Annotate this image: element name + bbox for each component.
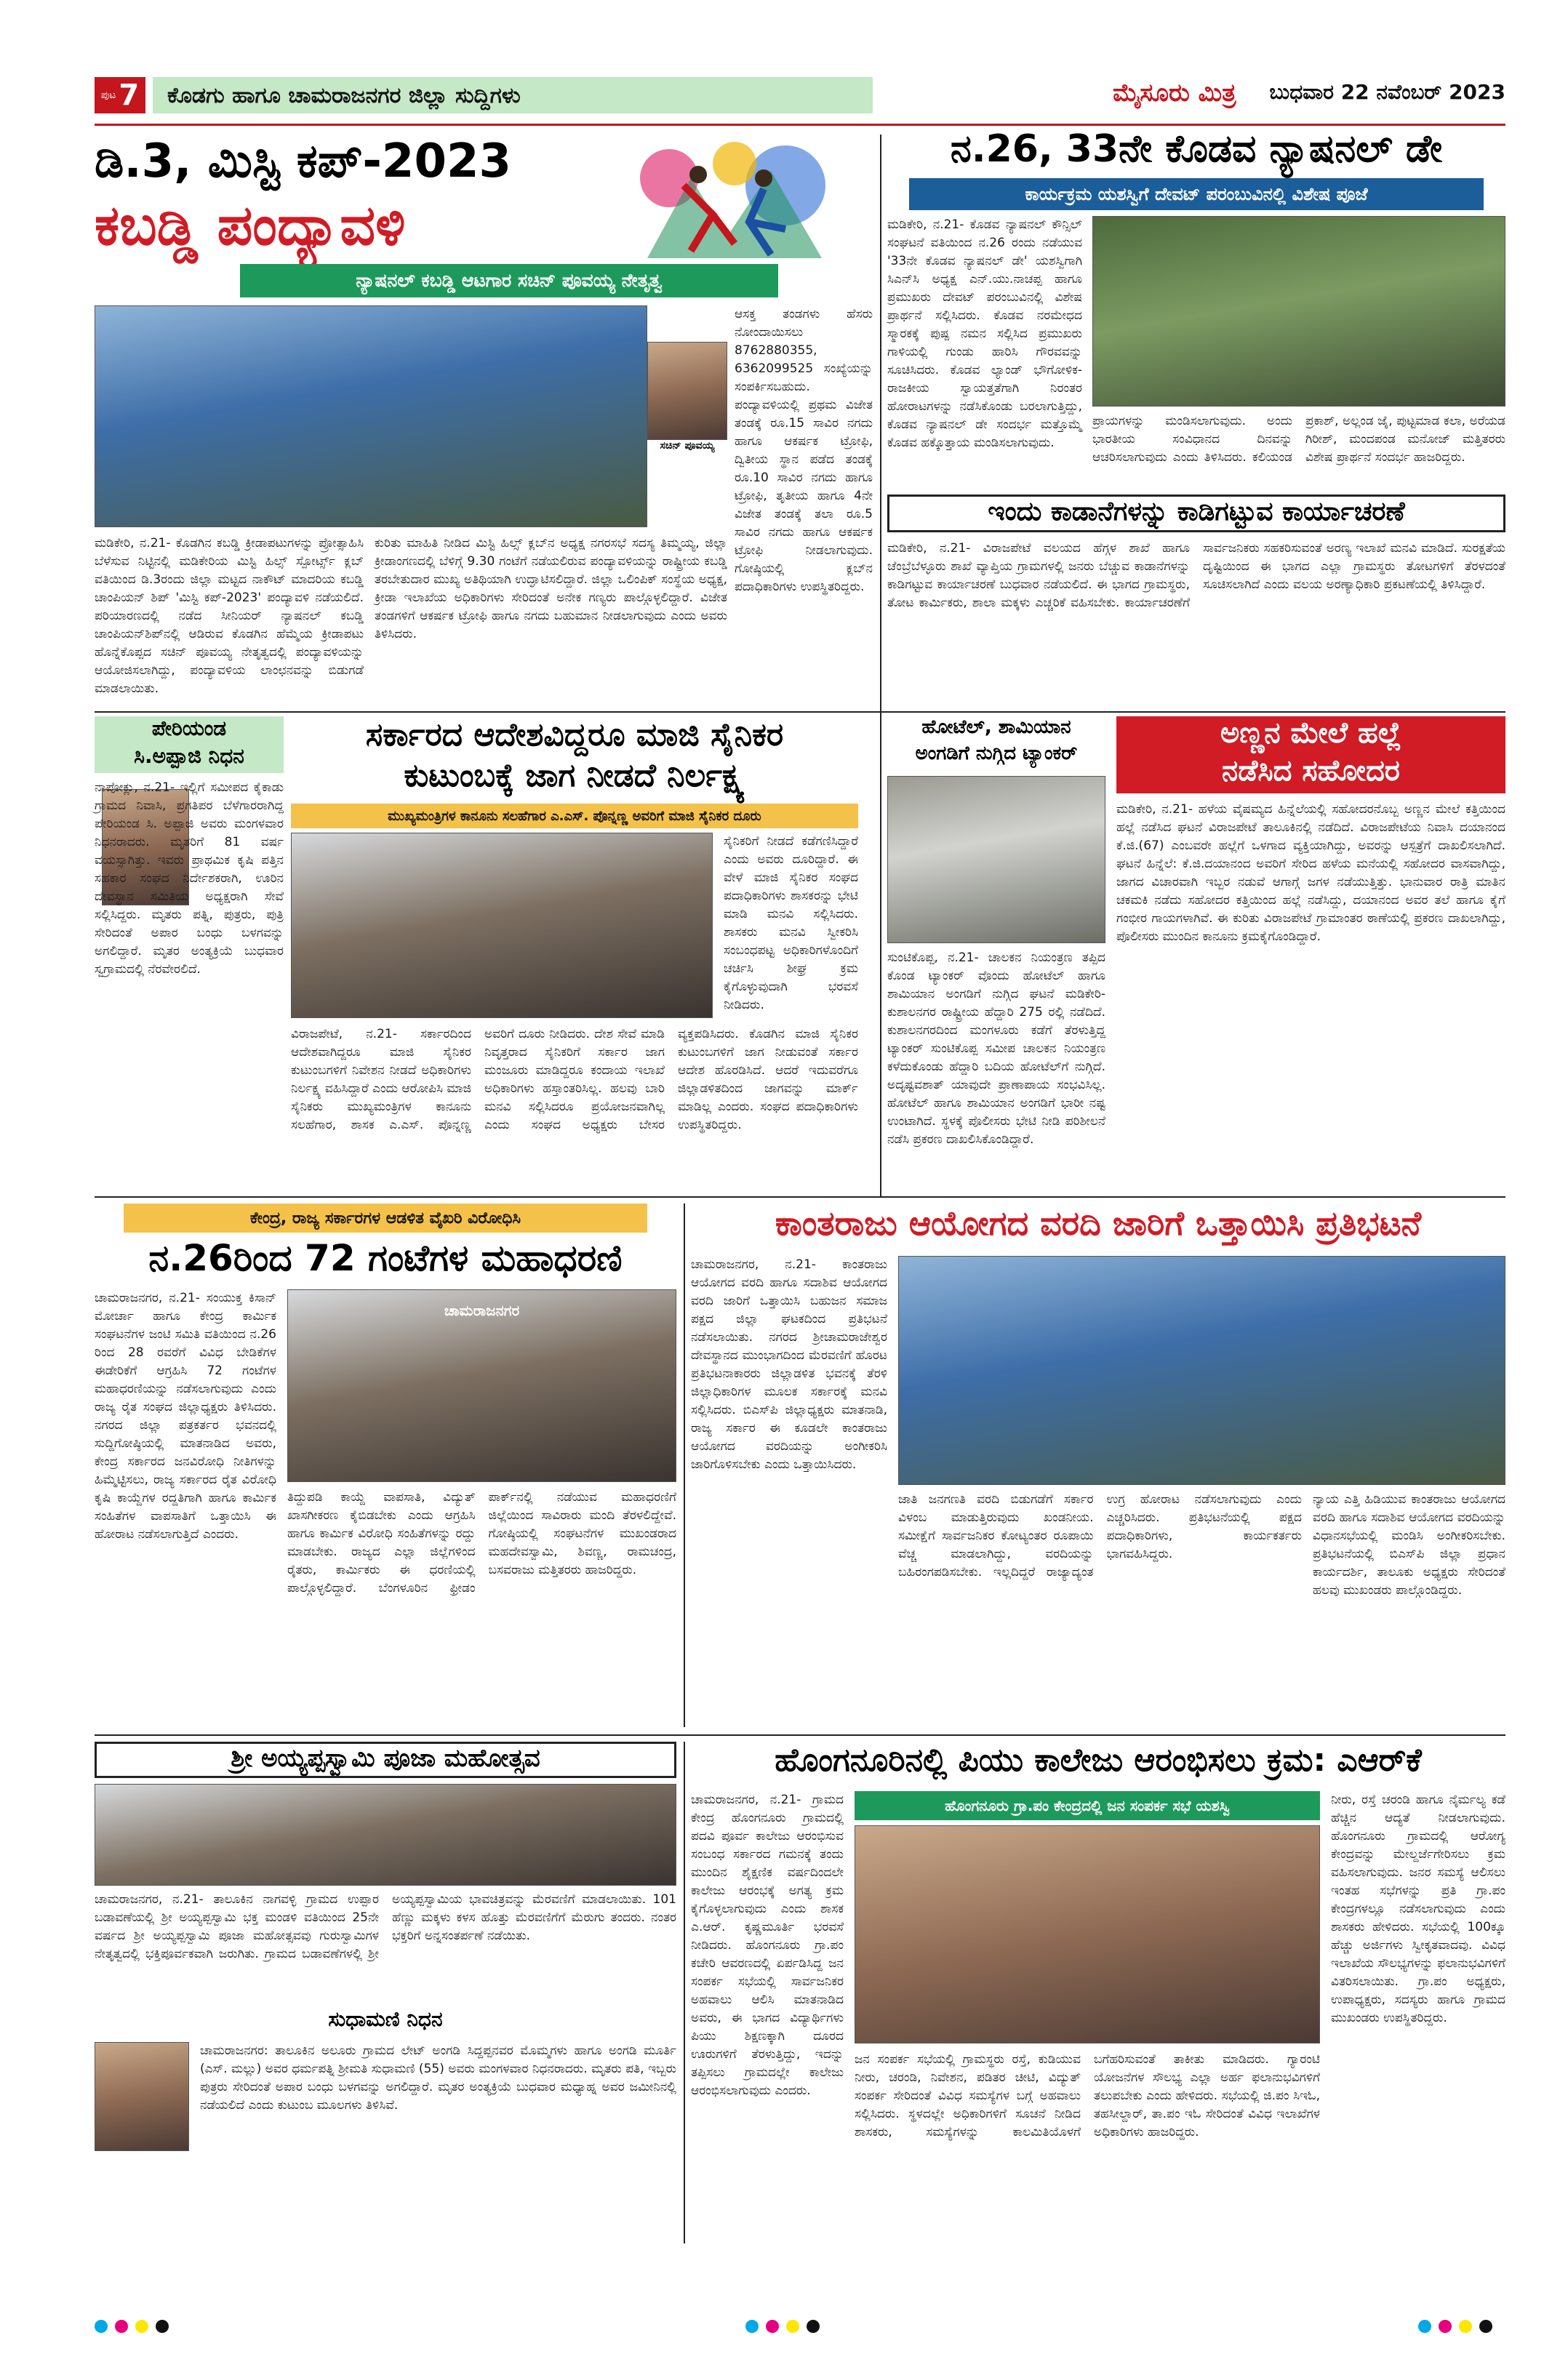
cmyk-dot-cyan-left — [95, 2320, 108, 2333]
col-divider-bottom — [684, 1742, 685, 2243]
page-number: 7 — [119, 79, 140, 112]
page-label: ಪುಟ — [100, 89, 116, 101]
college-body-top: ಚಾಮರಾಜನಗರ, ನ.21- ಗ್ರಾಮದ ಕೇಂದ್ರ ಹೊಂಗನೂರು ಗ್ರಾಮದಲ್ಲಿ ಪದವಿ ಪೂರ್ವ ಕಾಲೇಜು ಆರಂಭಿಸುವ ಸಂಬಂಧ ಸರ್ಕಾರದ ಗಮನಕ್ಕೆ ತಂದು ಮುಂದಿನ ಶೈಕ್ಷಣಿಕ ವರ್ಷದಿಂದಲೇ ಕಾಲೇಜು ಆರಂಭಕ್ಕೆ ಅಗತ್ಯ ಕ್ರಮ ಕೈಗೊಳ್ಳಲಾಗುವುದು ಎಂದು ಶಾಸಕ ಎ.ಆರ್. ಕೃಷ್ಣಮೂರ್ತಿ ಭರವಸೆ ನೀಡಿದರು. ಹೊಂಗನೂರು ಗ್ರಾ.ಪಂ ಕಚೇರಿ ಆವರಣದಲ್ಲಿ ಏರ್ಪಡಿಸಿದ್ದ ಜನ ಸಂಪರ್ಕ ಸಭೆಯಲ್ಲಿ ಸಾರ್ವಜನಿಕರ ಅಹವಾಲು ಆಲಿಸಿ ಮಾತನಾಡಿದ ಅವರು, ಈ ಭಾಗದ ವಿದ್ಯಾರ್ಥಿಗಳು ಪಿಯು ಶಿಕ್ಷಣಕ್ಕಾಗಿ ದೂರದ ಊರುಗಳಿಗೆ ತೆರಳುತ್ತಿದ್ದು, ಇದನ್ನು ತಪ್ಪಿಸಲು ಗ್ರಾಮದಲ್ಲೇ ಕಾಲೇಜು ಆರಂಭಿಸಲಾಗುವುದು ಎಂದರು. — [691, 1793, 844, 2098]
ayyappa-headline: ಶ್ರೀ ಅಯ್ಯಪ್ಪಸ್ವಾಮಿ ಪೂಜಾ ಮಹೋತ್ಸವ — [95, 1742, 676, 1778]
kodava-headline: ನ.26, 33ನೇ ಕೊಡವ ನ್ಯಾಷನಲ್ ಡೇ — [950, 127, 1443, 171]
soldier-body-side: ಸೈನಿಕರಿಗೆ ನೀಡದೆ ಕಡೆಗಣಿಸಿದ್ದಾರೆ ಎಂದು ಅವರು ದೂರಿದ್ದಾರೆ. ಈ ವೇಳೆ ಮಾಜಿ ಸೈನಿಕರ ಸಂಘದ ಪದಾಧಿಕಾರಿಗಳು ಶಾಸಕರನ್ನು ಭೇಟಿ ಮಾಡಿ ಮನವಿ ಸಲ್ಲಿಸಿದರು. ಶಾಸಕರು ಮನವಿ ಸ್ವೀಕರಿಸಿ ಸಂಬಂಧಪಟ್ಟ ಅಧಿಕಾರಿಗಳೊಂದಿಗೆ ಚರ್ಚಿಸಿ ಶೀಘ್ರ ಕ್ರಮ ಕೈಗೊಳ್ಳುವುದಾಗಿ ಭರವಸೆ ನೀಡಿದರು. — [724, 834, 858, 1012]
sudhamani-headline: ಸುಧಾಮಣಿ ನಿಧನ — [328, 2007, 443, 2031]
kantharaj-body-mid: ಜಾತಿ ಜನಗಣತಿ ವರದಿ ಬಿಡುಗಡೆಗೆ ಸರ್ಕಾರ ವಿಳಂಬ ಮಾಡುತ್ತಿರುವುದು ಖಂಡನೀಯ. ಸಮೀಕ್ಷೆಗೆ ಸಾರ್ವಜನಿಕರ ಕೋಟ್ಯಂತರ ರೂಪಾಯಿ ವೆಚ್ಚ ಮಾಡಲಾಗಿದ್ದು, ವರದಿಯನ್ನು ಬಹಿರಂಗಪಡಿಸಬೇಕು. ಇಲ್ಲದಿದ್ದರೆ ರಾಜ್ಯಾದ್ಯಂತ ಉಗ್ರ ಹೋರಾಟ ನಡೆಸಲಾಗುವುದು ಎಂದು ಎಚ್ಚರಿಸಿದರು. ಪ್ರತಿಭಟನೆಯಲ್ಲಿ ಪಕ್ಷದ ಪದಾಧಿಕಾರಿಗಳು, ಕಾರ್ಯಕರ್ತರು ಭಾಗವಹಿಸಿದ್ದರು. — [898, 1492, 1302, 1580]
cmyk-dot-black-left — [156, 2320, 169, 2333]
kabaddi-body-left: ಮಡಿಕೇರಿ, ನ.21- ಕೊಡಗಿನ ಕಬಡ್ಡಿ ಕ್ರೀಡಾಪಟುಗಳನ್ನು ಪ್ರೋತ್ಸಾಹಿಸಿ ಬೆಳೆಸುವ ನಿಟ್ಟಿನಲ್ಲಿ ಮಡಿಕೇರಿಯ ಮಿಸ್ಟಿ ಹಿಲ್ಸ್ ಸ್ಪೋರ್ಟ್ಸ್ ಕ್ಲಬ್ ವತಿಯಿಂದ ಡಿ.3ರಂದು ಜಿಲ್ಲಾ ಮಟ್ಟದ ನಾಕೌಟ್ ಮಾದರಿಯ ಕಬಡ್ಡಿ ಚಾಂಪಿಯನ್ ಶಿಪ್ 'ಮಿಸ್ಟಿ ಕಪ್-2023' ಪಂದ್ಯಾವಳಿ ನಡೆಯಲಿದೆ. ಪರಿಯಾರಣದಲ್ಲಿ ನಡೆದ ಸೀನಿಯರ್ ನ್ಯಾಷನಲ್ ಕಬಡ್ಡಿ ಚಾಂಪಿಯನ್‌ಶಿಪ್‌ನಲ್ಲಿ ಆಡಿರುವ ಕೊಡಗಿನ ಹೆಮ್ಮೆಯ ಕ್ರೀಡಾಪಟು ಹೊನ್ನೆಕೊಪ್ಪದ ಸಚಿನ್ ಪೂವಯ್ಯ ನೇತೃತ್ವದಲ್ಲಿ ಪಂದ್ಯಾವಳಿಯನ್ನು ಆಯೋಜಿಸಲಾಗಿದ್ದು, ಪಂದ್ಯಾವಳಿಯ ಲಾಂಛನವನ್ನು ಬಿಡುಗಡೆ ಮಾಡಲಾಯಿತು. — [95, 536, 364, 696]
obituary-appaji — [95, 716, 284, 1189]
tanker-headline-1: ಹೋಟೆಲ್, ಶಾಮಿಯಾನ — [921, 716, 1071, 738]
hrule-1 — [95, 711, 1505, 713]
strike-banner-text: ಚಾಮರಾಜನಗರ — [444, 1302, 520, 1319]
cmyk-dot-yellow-right — [1459, 2320, 1472, 2333]
strike-press-photo — [287, 1289, 676, 1482]
soldier-headline-2: ಕುಟುಂಬಕ್ಕೆ ಜಾಗ ನೀಡದೆ ನಿರ್ಲಕ್ಷ್ಯ — [404, 757, 745, 794]
ayyappa-story — [95, 1742, 676, 2003]
section-title: ಕೊಡಗು ಹಾಗೂ ಚಾಮರಾಜನಗರ ಜಿಲ್ಲಾ ಸುದ್ದಿಗಳು — [153, 77, 873, 113]
cmyk-dot-black-right — [1479, 2320, 1492, 2333]
cmyk-dot-black-mid — [807, 2320, 820, 2333]
elephant-headline: ಇಂದು ಕಾಡಾನೆಗಳನ್ನು ಕಾಡಿಗಟ್ಟುವ ಕಾರ್ಯಾಚರಣೆ — [887, 495, 1505, 532]
kantharaj-story — [691, 1204, 1505, 1727]
kabaddi-headline-2: ಕಬಡ್ಡಿ ಪಂದ್ಯಾವಳಿ — [95, 193, 406, 257]
cmyk-dot-yellow-left — [135, 2320, 148, 2333]
ayyappa-body: ಚಾಮರಾಜನಗರ, ನ.21- ತಾಲೂಕಿನ ನಾಗವಳ್ಳಿ ಗ್ರಾಮದ ಉಪ್ಪಾರ ಬಡಾವಣೆಯಲ್ಲಿ ಶ್ರೀ ಅಯ್ಯಪ್ಪಸ್ವಾಮಿ ಭಕ್ತ ಮಂಡಳಿ ವತಿಯಿಂದ 25ನೇ ವರ್ಷದ ಶ್ರೀ ಅಯ್ಯಪ್ಪಸ್ವಾಮಿ ಪೂಜಾ ಮಹೋತ್ಸವವು ಗುರುಸ್ವಾಮಿಗಳ ನೇತೃತ್ವದಲ್ಲಿ ಭಕ್ತಿಪೂರ್ವಕವಾಗಿ ಜರುಗಿತು. ಗ್ರಾಮದ ಬಡಾವಣೆಗಳಲ್ಲಿ ಶ್ರೀ ಅಯ್ಯಪ್ಪಸ್ವಾಮಿಯ ಭಾವಚಿತ್ರವನ್ನು ಮೆರವಣಿಗೆ ಮಾಡಲಾಯಿತು. 101 ಹೆಣ್ಣು ಮಕ್ಕಳು ಕಳಸ ಹೊತ್ತು ಮೆರವಣಿಗೆಗೆ ಮೆರುಗು ತಂದರು. ನಂತರ ಭಕ್ತರಿಗೆ ಅನ್ನಸಂತರ್ಪಣೆ ನಡೆಯಿತು. — [95, 1892, 676, 1961]
assault-headline-2: ನಡೆಸಿದ ಸಹೋದರ — [1116, 754, 1505, 793]
assault-body: ಮಡಿಕೇರಿ, ನ.21- ಹಳೆಯ ವೈಷಮ್ಯದ ಹಿನ್ನೆಲೆಯಲ್ಲಿ ಸಹೋದರನೊಬ್ಬ ಅಣ್ಣನ ಮೇಲೆ ಕತ್ತಿಯಿಂದ ಹಲ್ಲೆ ನಡೆಸಿದ ಘಟನೆ ವಿರಾಜಪೇಟೆ ತಾಲೂಕಿನಲ್ಲಿ ನಡೆದಿದೆ. ವಿರಾಜಪೇಟೆಯ ನಿವಾಸಿ ದಯಾನಂದ ಕೆ.ಜಿ.(67) ಎಂಬವರೇ ಹಲ್ಲೆಗೆ ಒಳಗಾದ ವ್ಯಕ್ತಿಯಾಗಿದ್ದು, ಅವರನ್ನು ಆಸ್ಪತ್ರೆಗೆ ದಾಖಲಿಸಲಾಗಿದೆ. ಘಟನೆ ಹಿನ್ನೆಲೆ: ಕೆ.ಜಿ.ದಯಾನಂದ ಅವರಿಗೆ ಸೇರಿದ ಹಳೆಯ ಮನೆಯಲ್ಲಿ ಸಹೋದರ ವಾಸವಾಗಿದ್ದು, ಜಾಗದ ವಿಚಾರವಾಗಿ ಇಬ್ಬರ ನಡುವೆ ಆಗಾಗ್ಗೆ ಜಗಳ ನಡೆಯುತ್ತಿತ್ತು. ಭಾನುವಾರ ರಾತ್ರಿ ಮಾತಿನ ಚಕಮಕಿ ನಡೆದು ಸಹೋದರ ಕತ್ತಿಯಿಂದ ಹಲ್ಲೆ ನಡೆಸಿದ್ದು, ದಯಾನಂದ ಅವರ ತಲೆ ಹಾಗೂ ಕೈಗೆ ಗಂಭೀರ ಗಾಯಗಳಾಗಿವೆ. ಈ ಕುರಿತು ವಿರಾಜಪೇಟೆ ಗ್ರಾಮಾಂತರ ಠಾಣೆಯಲ್ಲಿ ಪ್ರಕರಣ ದಾಖಲಾಗಿದ್ದು, ಪೊಲೀಸರು ಮುಂದಿನ ಕಾನೂನು ಕ್ರಮಕೈಗೊಂಡಿದ್ದಾರೆ. — [1116, 802, 1505, 944]
kodava-prayer-photo — [1092, 216, 1505, 407]
appaji-body: ನಾಪೋಕ್ಲು, ನ.21- ಇಲ್ಲಿಗೆ ಸಮೀಪದ ಕೈಕಾಡು ಗ್ರಾಮದ ನಿವಾಸಿ, ಪ್ರಗತಿಪರ ಬೆಳೆಗಾರರಾಗಿದ್ದ ಪೇರಿಯಂಡ ಸಿ. ಅಪ್ಪಾಜಿ ಅವರು ಮಂಗಳವಾರ ನಿಧನರಾದರು. ಮೃತರಿಗೆ 81 ವರ್ಷ ವಯಸ್ಸಾಗಿತ್ತು. ಇವರು ಪ್ರಾಥಮಿಕ ಕೃಷಿ ಪತ್ತಿನ ಸಹಕಾರ ಸಂಘದ ನಿರ್ದೇಶಕರಾಗಿ, ಊರಿನ ದೇವಸ್ಥಾನ ಸಮಿತಿಯ ಅಧ್ಯಕ್ಷರಾಗಿ ಸೇವೆ ಸಲ್ಲಿಸಿದ್ದರು. ಮೃತರು ಪತ್ನಿ, ಪುತ್ರರು, ಪುತ್ರಿ ಸೇರಿದಂತೆ ಅಪಾರ ಬಂಧು ಬಳಗವನ್ನು ಅಗಲಿದ್ದಾರೆ. ಮೃತರ ಅಂತ್ಯಕ್ರಿಯೆ ಬುಧವಾರ ಸ್ವಗ್ರಾಮದಲ್ಲಿ ನೆರವೇರಲಿದೆ. — [95, 780, 284, 977]
kantharaj-headline: ಕಾಂತರಾಜು ಆಯೋಗದ ವರದಿ ಜಾರಿಗೆ ಒತ್ತಾಯಿಸಿ ಪ್ರತಿಭಟನೆ — [775, 1204, 1422, 1243]
kantharaj-protest-photo — [898, 1256, 1505, 1485]
page-number-box — [95, 77, 145, 113]
hrule-3 — [95, 1734, 1505, 1736]
kabaddi-players-illustration — [604, 135, 873, 265]
kodava-subhead: ಕಾರ್ಯಕ್ರಮ ಯಶಸ್ವಿಗೆ ದೇವಟ್ ಪರಂಬುವಿನಲ್ಲಿ ವಿಶೇಷ ಪೂಜೆ — [909, 178, 1484, 210]
kabaddi-body-mid: ಕುರಿತು ಮಾಹಿತಿ ನೀಡಿದ ಮಿಸ್ಟಿ ಹಿಲ್ಸ್ ಕ್ಲಬ್‌ನ ಅಧ್ಯಕ್ಷ ನಗರಸಭೆ ಸದಸ್ಯ ತಿಮ್ಮಯ್ಯ, ಜಿಲ್ಲಾ ಕ್ರೀಡಾಂಗಣದಲ್ಲಿ ಬೆಳಿಗ್ಗೆ 9.30 ಗಂಟೆಗೆ ನಡೆಯಲಿರುವ ಪಂದ್ಯಾವಳಿಯನ್ನು ರಾಷ್ಟ್ರೀಯ ಕಬಡ್ಡಿ ತರಬೇತುದಾರ ಮುಖ್ಯ ಅತಿಥಿಯಾಗಿ ಉದ್ಘಾಟಿಸಲಿದ್ದಾರೆ. ಜಿಲ್ಲಾ ಒಲಿಂಪಿಕ್ ಸಂಸ್ಥೆಯ ಅಧ್ಯಕ್ಷ, ಕ್ರೀಡಾ ಇಲಾಖೆಯ ಅಧಿಕಾರಿಗಳು ಸೇರಿದಂತೆ ಅನೇಕ ಗಣ್ಯರು ಪಾಲ್ಗೊಳ್ಳಲಿದ್ದಾರೆ. ವಿಜೇತ ತಂಡಗಳಿಗೆ ಆಕರ್ಷಕ ಟ್ರೋಫಿ ಹಾಗೂ ನಗದು ಬಹುಮಾನ ನೀಡಲಾಗುವುದು ಎಂದು ಅವರು ತಿಳಿಸಿದರು. — [375, 536, 727, 641]
sachin-poovaiah-photo — [647, 342, 727, 440]
kantharaj-body-left: ಚಾಮರಾಜನಗರ, ನ.21- ಕಾಂತರಾಜು ಆಯೋಗದ ವರದಿ ಹಾಗೂ ಸದಾಶಿವ ಆಯೋಗದ ವರದಿ ಜಾರಿಗೆ ಒತ್ತಾಯಿಸಿ ಬಹುಜನ ಸಮಾಜ ಪಕ್ಷದ ಜಿಲ್ಲಾ ಘಟಕದಿಂದ ಪ್ರತಿಭಟನೆ ನಡೆಸಲಾಯಿತು. ನಗರದ ಶ್ರೀಚಾಮರಾಜೇಶ್ವರ ದೇವಸ್ಥಾನದ ಮುಂಭಾಗದಿಂದ ಮೆರವಣಿಗೆ ಹೊರಟ ಪ್ರತಿಭಟನಾಕಾರರು ಜಿಲ್ಲಾಡಳಿತ ಭವನಕ್ಕೆ ತೆರಳಿ ಜಿಲ್ಲಾಧಿಕಾರಿಗಳ ಮೂಲಕ ಸರ್ಕಾರಕ್ಕೆ ಮನವಿ ಸಲ್ಲಿಸಿದರು. ಬಿಎಸ್‌ಪಿ ಜಿಲ್ಲಾಧ್ಯಕ್ಷರು ಮಾತನಾಡಿ, ರಾಜ್ಯ ಸರ್ಕಾರ ಈ ಕೂಡಲೇ ಕಾಂತರಾಜು ಆಯೋಗದ ವರದಿಯನ್ನು ಅಂಗೀಕರಿಸಿ ಜಾರಿಗೊಳಿಸಬೇಕು ಎಂದು ಒತ್ತಾಯಿಸಿದರು. — [691, 1257, 887, 1472]
strike-story — [95, 1204, 676, 1727]
kabaddi-story — [95, 135, 873, 696]
col-divider-top — [880, 135, 881, 1196]
elephant-story — [887, 495, 1505, 705]
sudhamani-photo — [95, 2042, 189, 2151]
cmyk-dot-yellow-mid — [786, 2320, 799, 2333]
soldier-story — [291, 716, 858, 1189]
kabaddi-graphic — [604, 135, 873, 265]
col-divider-mid — [684, 1204, 685, 1727]
cmyk-dot-cyan-right — [1418, 2320, 1431, 2333]
strike-subhead: ಕೇಂದ್ರ, ರಾಜ್ಯ ಸರ್ಕಾರಗಳ ಆಡಳಿತ ವೈಖರಿ ವಿರೋಧಿಸಿ — [124, 1204, 647, 1233]
appaji-headline-1: ಪೇರಿಯಂಡ — [95, 716, 284, 744]
kodava-body-bottom: ಪ್ರಾಯಗಳನ್ನು ಮಂಡಿಸಲಾಗುವುದು. ಅಂದು ಭಾರತೀಯ ಸಂವಿಧಾನದ ದಿನವನ್ನು ಆಚರಿಸಲಾಗುವುದು ಎಂದು ತಿಳಿಸಿದರು. ಕಲಿಯಂಡ ಪ್ರಕಾಶ್, ಅಲ್ಲಂಡ ಜೈ, ಪುಟ್ಟಮಾಡ ಕಲಾ, ಅರೆಯಡ ಗಿರೀಶ್, ಮಂದಪಂಡ ಮನೋಜ್ ಮತ್ತಿತರರು ವಿಶೇಷ ಪ್ರಾರ್ಥನೆ ಸಂದರ್ಭ ಹಾಜರಿದ್ದರು. — [1092, 414, 1505, 465]
cmyk-dot-magenta-right — [1439, 2320, 1452, 2333]
strike-body-left: ಚಾಮರಾಜನಗರ, ನ.21- ಸಂಯುಕ್ತ ಕಿಸಾನ್ ಮೋರ್ಚಾ ಹಾಗೂ ಕೇಂದ್ರ ಕಾರ್ಮಿಕ ಸಂಘಟನೆಗಳ ಜಂಟಿ ಸಮಿತಿ ವತಿಯಿಂದ ನ.26 ರಿಂದ 28 ರವರೆಗೆ ವಿವಿಧ ಬೇಡಿಕೆಗಳ ಈಡೇರಿಕೆಗೆ ಆಗ್ರಹಿಸಿ 72 ಗಂಟೆಗಳ ಮಹಾಧರಣಿಯನ್ನು ನಡೆಸಲಾಗುವುದು ಎಂದು ರಾಜ್ಯ ರೈತ ಸಂಘದ ಜಿಲ್ಲಾಧ್ಯಕ್ಷರು ತಿಳಿಸಿದರು. ನಗರದ ಜಿಲ್ಲಾ ಪತ್ರಕರ್ತರ ಭವನದಲ್ಲಿ ಸುದ್ದಿಗೋಷ್ಠಿಯಲ್ಲಿ ಮಾತನಾಡಿದ ಅವರು, ಕೇಂದ್ರ ಸರ್ಕಾರದ ಜನವಿರೋಧಿ ನೀತಿಗಳನ್ನು ಹಿಮ್ಮೆಟ್ಟಿಸಲು, ರಾಜ್ಯ ಸರ್ಕಾರದ ರೈತ ವಿರೋಧಿ ಕೃಷಿ ಕಾಯ್ದೆಗಳ ರದ್ದತಿಗಾಗಿ ಹಾಗೂ ಕಾರ್ಮಿಕ ಸಂಹಿತೆಗಳ ವಾಪಸಾತಿಗೆ ಒತ್ತಾಯಿಸಿ ಈ ಹೋರಾಟ ನಡೆಸಲಾಗುತ್ತಿದೆ ಎಂದರು. — [95, 1291, 276, 1542]
kodava-day-story — [887, 127, 1505, 491]
obituary-sudhamani — [95, 2007, 676, 2240]
cmyk-dot-magenta-mid — [766, 2320, 779, 2333]
cmyk-dot-magenta-left — [115, 2320, 128, 2333]
kabaddi-team-photo — [95, 305, 647, 527]
college-meeting-photo — [855, 1825, 1320, 2043]
kantharaj-body-right: ನ್ಯಾಯ ಎತ್ತಿ ಹಿಡಿಯುವ ಕಾಂತರಾಜು ಆಯೋಗದ ವರದಿ ಹಾಗೂ ಸದಾಶಿವ ಆಯೋಗದ ವರದಿಯನ್ನು ವಿಧಾನಸಭೆಯಲ್ಲಿ ಮಂಡಿಸಿ ಅಂಗೀಕರಿಸಬೇಕು. ಪ್ರತಿಭಟನೆಯಲ್ಲಿ ಬಿಎಸ್‌ಪಿ ಜಿಲ್ಲಾ ಪ್ರಧಾನ ಕಾರ್ಯದರ್ಶಿ, ತಾಲೂಕು ಅಧ್ಯಕ್ಷರು ಸೇರಿದಂತೆ ಹಲವು ಮುಖಂಡರು ಪಾಲ್ಗೊಂಡಿದ್ದರು. — [1313, 1492, 1505, 1598]
soldier-subhead: ಮುಖ್ಯಮಂತ್ರಿಗಳ ಕಾನೂನು ಸಲಹೆಗಾರ ಎ.ಎಸ್. ಪೊನ್ನಣ್ಣ ಅವರಿಗೆ ಮಾಜಿ ಸೈನಿಕರ ದೂರು — [291, 804, 858, 828]
college-subhead: ಹೊಂಗನೂರು ಗ್ರಾ.ಪಂ ಕೇಂದ್ರದಲ್ಲಿ ಜನ ಸಂಪರ್ಕ ಸಭೆ ಯಶಸ್ವಿ — [855, 1791, 1320, 1820]
sudhamani-body: ಚಾಮರಾಜನಗರ: ತಾಲೂಕಿನ ಅಲೂರು ಗ್ರಾಮದ ಲೇಟ್ ಅಂಗಡಿ ಸಿದ್ದಪ್ಪನವರ ಮೊಮ್ಮಗಳು ಹಾಗೂ ಅಂಗಡಿ ಮೂರ್ತಿ (ಎಸ್. ಮಲ್ಲು) ಅವರ ಧರ್ಮಪತ್ನಿ ಶ್ರೀಮತಿ ಸುಧಾಮಣಿ (55) ಅವರು ಮಂಗಳವಾರ ನಿಧನರಾದರು. ಮೃತರು ಪತಿ, ಇಬ್ಬರು ಪುತ್ರರು ಸೇರಿದಂತೆ ಅಪಾರ ಬಂಧು ಬಳಗವನ್ನು ಅಗಲಿದ್ದಾರೆ. ಮೃತರ ಅಂತ್ಯಕ್ರಿಯೆ ಬುಧವಾರ ಮಧ್ಯಾಹ್ನ ಅವರ ಜಮೀನಿನಲ್ಲಿ ನಡೆಯಲಿದೆ ಎಂದು ಕುಟುಂಬ ಮೂಲಗಳು ತಿಳಿಸಿವೆ. — [200, 2043, 676, 2113]
issue-date: ಬುಧವಾರ 22 ನವೆಂಬರ್ 2023 — [1269, 80, 1505, 104]
tanker-photo — [887, 776, 1105, 943]
kodava-body-top: ಮಡಿಕೇರಿ, ನ.21- ಕೊಡವ ನ್ಯಾಷನಲ್ ಕೌನ್ಸಿಲ್ ಸಂಘಟನೆ ವತಿಯಿಂದ ನ.26 ರಂದು ನಡೆಯುವ '33ನೇ ಕೊಡವ ನ್ಯಾಷನಲ್ ಡೇ' ಯಶಸ್ವಿಗಾಗಿ ಸಿಎನ್‌ಸಿ ಅಧ್ಯಕ್ಷ ಎನ್.ಯು.ನಾಚಪ್ಪ ಹಾಗೂ ಪ್ರಮುಖರು ದೇವಟ್ ಪರಂಬುವಿನಲ್ಲಿ ವಿಶೇಷ ಪ್ರಾರ್ಥನೆ ಸಲ್ಲಿಸಿದರು. ಕೊಡವ ನರಮೇಧದ ಸ್ಮಾರಕಕ್ಕೆ ಪುಷ್ಪ ನಮನ ಸಲ್ಲಿಸಿದ ಪ್ರಮುಖರು ಗಾಳಿಯಲ್ಲಿ ಗುಂಡು ಹಾರಿಸಿ ಗೌರವವನ್ನು ಸೂಚಿಸಿದರು. ಕೊಡವ ಲ್ಯಾಂಡ್ ಭೌಗೋಳಿಕ-ರಾಜಕೀಯ ಸ್ವಾಯತ್ತತೆಗಾಗಿ ನಿರಂತರ ಹೋರಾಟಗಳನ್ನು ನಡೆಸಿಕೊಂಡು ಬರಲಾಗುತ್ತಿದ್ದು, ಕೊಡವ ನ್ಯಾಷನಲ್ ಡೇ ಸಂದರ್ಭ ಮತ್ತೊಮ್ಮೆ ಕೊಡವ ಹಕ್ಕೊತ್ತಾಯ ಮಂಡಿಸಲಾಗುವುದು. — [887, 217, 1082, 450]
tanker-story — [887, 716, 1105, 1189]
college-headline: ಹೊಂಗನೂರಿನಲ್ಲಿ ಪಿಯು ಕಾಲೇಜು ಆರಂಭಿಸಲು ಕ್ರಮ: ಎಆರ್‌ಕೆ — [775, 1742, 1422, 1779]
soldier-headline-1: ಸರ್ಕಾರದ ಆದೇಶವಿದ್ದರೂ ಮಾಜಿ ಸೈನಿಕರ — [365, 716, 784, 753]
soldier-body: ವಿರಾಜಪೇಟೆ, ನ.21- ಸರ್ಕಾರದಿಂದ ಆದೇಶವಾಗಿದ್ದರೂ ಮಾಜಿ ಸೈನಿಕರ ಕುಟುಂಬಗಳಿಗೆ ನಿವೇಶನ ನೀಡದೆ ಅಧಿಕಾರಿಗಳು ನಿರ್ಲಕ್ಷ್ಯ ವಹಿಸಿದ್ದಾರೆ ಎಂದು ಆರೋಪಿಸಿ ಮಾಜಿ ಸೈನಿಕರು ಮುಖ್ಯಮಂತ್ರಿಗಳ ಕಾನೂನು ಸಲಹೆಗಾರ, ಶಾಸಕ ಎ.ಎಸ್. ಪೊನ್ನಣ್ಣ ಅವರಿಗೆ ದೂರು ನೀಡಿದರು. ದೇಶ ಸೇವೆ ಮಾಡಿ ನಿವೃತ್ತರಾದ ಸೈನಿಕರಿಗೆ ಸರ್ಕಾರ ಜಾಗ ಮಂಜೂರು ಮಾಡಿದ್ದರೂ ಕಂದಾಯ ಇಲಾಖೆ ಅಧಿಕಾರಿಗಳು ಹಸ್ತಾಂತರಿಸಿಲ್ಲ. ಹಲವು ಬಾರಿ ಮನವಿ ಸಲ್ಲಿಸಿದರೂ ಪ್ರಯೋಜನವಾಗಿಲ್ಲ ಎಂದು ಸಂಘದ ಅಧ್ಯಕ್ಷರು ಬೇಸರ ವ್ಯಕ್ತಪಡಿಸಿದರು. ಕೊಡಗಿನ ಮಾಜಿ ಸೈನಿಕರ ಕುಟುಂಬಗಳಿಗೆ ಜಾಗ ನೀಡುವಂತೆ ಸರ್ಕಾರ ಆದೇಶ ಹೊರಡಿಸಿದೆ. ಆದರೆ ಇದುವರೆಗೂ ಜಿಲ್ಲಾಡಳಿತದಿಂದ ಜಾಗವನ್ನು ಮಾರ್ಕ್ ಮಾಡಿಲ್ಲ ಎಂದರು. ಸಂಘದ ಪದಾಧಿಕಾರಿಗಳು ಉಪಸ್ಥಿತರಿದ್ದರು. — [291, 1027, 858, 1132]
tanker-headline-2: ಅಂಗಡಿಗೆ ನುಗ್ಗಿದ ಟ್ಯಾಂಕರ್ — [915, 742, 1078, 764]
masthead-rule — [95, 124, 1505, 126]
strike-headline: ನ.26ರಿಂದ 72 ಗಂಟೆಗಳ ಮಹಾಧರಣಿ — [148, 1237, 623, 1279]
ayyappa-procession-photo — [95, 1784, 676, 1886]
college-body-mid: ಜನ ಸಂಪರ್ಕ ಸಭೆಯಲ್ಲಿ ಗ್ರಾಮಸ್ಥರು ರಸ್ತೆ, ಕುಡಿಯುವ ನೀರು, ಚರಂಡಿ, ನಿವೇಶನ, ಪಡಿತರ ಚೀಟಿ, ವಿದ್ಯುತ್ ಸಂಪರ್ಕ ಸೇರಿದಂತೆ ವಿವಿಧ ಸಮಸ್ಯೆಗಳ ಬಗ್ಗೆ ಅಹವಾಲು ಸಲ್ಲಿಸಿದರು. ಸ್ಥಳದಲ್ಲೇ ಅಧಿಕಾರಿಗಳಿಗೆ ಸೂಚನೆ ನೀಡಿದ ಶಾಸಕರು, ಸಮಸ್ಯೆಗಳನ್ನು ಕಾಲಮಿತಿಯೊಳಗೆ ಬಗೆಹರಿಸುವಂತೆ ತಾಕೀತು ಮಾಡಿದರು. ಗ್ಯಾರಂಟಿ ಯೋಜನೆಗಳ ಸೌಲಭ್ಯ ಎಲ್ಲಾ ಅರ್ಹ ಫಲಾನುಭವಿಗಳಿಗೆ ತಲುಪಬೇಕು ಎಂದು ಹೇಳಿದರು. ಸಭೆಯಲ್ಲಿ ಜಿ.ಪಂ ಸಿಇಓ, ತಹಸೀಲ್ದಾರ್, ತಾ.ಪಂ ಇಓ ಸೇರಿದಂತೆ ವಿವಿಧ ಇಲಾಖೆಗಳ ಅಧಿಕಾರಿಗಳು ಹಾಜರಿದ್ದರು. — [855, 2052, 1320, 2139]
assault-headline-1: ಅಣ್ಣನ ಮೇಲೆ ಹಲ್ಲೆ — [1116, 716, 1505, 754]
soldier-meeting-photo — [291, 833, 713, 1018]
hrule-2 — [95, 1196, 1505, 1198]
kabaddi-headline-1: ಡಿ.3, ಮಿಸ್ಟಿ ಕಪ್-2023 — [95, 135, 512, 188]
paper-name: ಮೈಸೂರು ಮಿತ್ರ — [1113, 79, 1236, 108]
elephant-body: ಮಡಿಕೇರಿ, ನ.21- ವಿರಾಜಪೇಟೆ ವಲಯದ ಹೆಗ್ಗಳ ಶಾಖೆ ಹಾಗೂ ಚೆಂಬ್ರೆಬೆಳ್ಳೂರು ಶಾಖೆ ವ್ಯಾಪ್ತಿಯ ಗ್ರಾಮಗಳಲ್ಲಿ ಜನರು ಬೆಚ್ಚುವ ಕಾಡಾನೆಗಳನ್ನು ಕಾಡಿಗಟ್ಟುವ ಕಾರ್ಯಾಚರಣೆ ಬುಧವಾರ ನಡೆಯಲಿದೆ. ಈ ಭಾಗದ ಗ್ರಾಮಸ್ಥರು, ತೋಟ ಕಾರ್ಮಿಕರು, ಶಾಲಾ ಮಕ್ಕಳು ಎಚ್ಚರಿಕೆ ವಹಿಸಬೇಕು. ಕಾರ್ಯಾಚರಣೆಗೆ ಸಾರ್ವಜನಿಕರು ಸಹಕರಿಸುವಂತೆ ಅರಣ್ಯ ಇಲಾಖೆ ಮನವಿ ಮಾಡಿದೆ. ಸುರಕ್ಷತೆಯ ದೃಷ್ಟಿಯಿಂದ ಈ ಭಾಗದ ಎಲ್ಲಾ ಗ್ರಾಮಸ್ಥರು ತೋಟಗಳಿಗೆ ತೆರಳದಂತೆ ಸೂಚಿಸಲಾಗಿದೆ ಎಂದು ವಲಯ ಅರಣ್ಯಾಧಿಕಾರಿ ಪ್ರಕಟಣೆಯಲ್ಲಿ ತಿಳಿಸಿದ್ದಾರೆ. — [887, 541, 1505, 610]
assault-story — [1116, 716, 1505, 1189]
kabaddi-body-right: ಆಸಕ್ತ ತಂಡಗಳು ಹೆಸರು ನೋಂದಾಯಿಸಲು 8762880355, 6362099525 ಸಂಖ್ಯೆಯನ್ನು ಸಂಪರ್ಕಿಸಬಹುದು. ಪಂದ್ಯಾವಳಿಯಲ್ಲಿ ಪ್ರಥಮ ವಿಜೇತ ತಂಡಕ್ಕೆ ರೂ.15 ಸಾವಿರ ನಗದು ಹಾಗೂ ಆಕರ್ಷಕ ಟ್ರೋಫಿ, ದ್ವಿತೀಯ ಸ್ಥಾನ ಪಡೆದ ತಂಡಕ್ಕೆ ರೂ.10 ಸಾವಿರ ನಗದು ಹಾಗೂ ಟ್ರೋಫಿ, ತೃತೀಯ ಹಾಗೂ 4ನೇ ವಿಜೇತ ತಂಡಕ್ಕೆ ತಲಾ ರೂ.5 ಸಾವಿರ ನಗದು ಹಾಗೂ ಆಕರ್ಷಕ ಟ್ರೋಫಿ ನೀಡಲಾಗುವುದು. ಗೋಷ್ಠಿಯಲ್ಲಿ ಕ್ಲಬ್‌ನ ಪದಾಧಿಕಾರಿಗಳು ಉಪಸ್ಥಿತರಿದ್ದರು. — [735, 307, 873, 594]
college-body-right: ನೀರು, ರಸ್ತೆ ಚರಂಡಿ ಹಾಗೂ ನೈರ್ಮಲ್ಯ ಕಡೆ ಹೆಚ್ಚಿನ ಆದ್ಯತೆ ನೀಡಲಾಗುವುದು. ಹೊಂಗನೂರು ಗ್ರಾಮದಲ್ಲಿ ಆರೋಗ್ಯ ಕೇಂದ್ರವನ್ನು ಮೇಲ್ದರ್ಜೆಗೇರಿಸಲು ಕ್ರಮ ವಹಿಸಲಾಗುವುದು. ಜನರ ಸಮಸ್ಯೆ ಆಲಿಸಲು ಇಂತಹ ಸಭೆಗಳನ್ನು ಪ್ರತಿ ಗ್ರಾ.ಪಂ ಕೇಂದ್ರಗಳಲ್ಲೂ ನಡೆಸಲಾಗುವುದು ಎಂದು ಶಾಸಕರು ಹೇಳಿದರು. ಸಭೆಯಲ್ಲಿ 100ಕ್ಕೂ ಹೆಚ್ಚು ಅರ್ಜಿಗಳು ಸ್ವೀಕೃತವಾದವು. ವಿವಿಧ ಇಲಾಖೆಯ ಸೌಲಭ್ಯಗಳನ್ನು ಫಲಾನುಭವಿಗಳಿಗೆ ವಿತರಿಸಲಾಯಿತು. ಗ್ರಾ.ಪಂ ಅಧ್ಯಕ್ಷರು, ಉಪಾಧ್ಯಕ್ಷರು, ಸದಸ್ಯರು ಹಾಗೂ ಗ್ರಾಮದ ಮುಖಂಡರು ಉಪಸ್ಥಿತರಿದ್ದರು. — [1331, 1793, 1505, 2025]
college-story — [691, 1742, 1505, 2243]
masthead — [95, 73, 1505, 119]
tanker-body: ಸುಂಟಿಕೊಪ್ಪ, ನ.21- ಚಾಲಕನ ನಿಯಂತ್ರಣ ತಪ್ಪಿದ ಕೊಂಡ ಟ್ಯಾಂಕರ್ ವೊಂದು ಹೋಟೆಲ್ ಹಾಗೂ ಶಾಮಿಯಾನ ಅಂಗಡಿಗೆ ನುಗ್ಗಿದ ಘಟನೆ ಮಡಿಕೇರಿ- ಕುಶಾಲನಗರ ರಾಷ್ಟ್ರೀಯ ಹೆದ್ದಾರಿ 275 ರಲ್ಲಿ ನಡೆದಿದೆ. ಕುಶಾಲನಗರದಿಂದ ಮಂಗಳೂರು ಕಡೆಗೆ ತೆರಳುತ್ತಿದ್ದ ಟ್ಯಾಂಕರ್ ಸುಂಟಿಕೊಪ್ಪ ಸಮೀಪ ಚಾಲಕನ ನಿಯಂತ್ರಣ ಕಳೆದುಕೊಂಡು ಹೆದ್ದಾರಿ ಬದಿಯ ಹೋಟೆಲ್‌ಗೆ ನುಗ್ಗಿದೆ. ಅದೃಷ್ಟವಶಾತ್ ಯಾವುದೇ ಪ್ರಾಣಾಪಾಯ ಸಂಭವಿಸಿಲ್ಲ. ಹೋಟೆಲ್ ಹಾಗೂ ಶಾಮಿಯಾನ ಅಂಗಡಿಗೆ ಭಾರೀ ನಷ್ಟ ಉಂಟಾಗಿದೆ. ಸ್ಥಳಕ್ಕೆ ಪೊಲೀಸರು ಭೇಟಿ ನೀಡಿ ಪರಿಶೀಲನೆ ನಡೆಸಿ ಪ್ರಕರಣ ದಾಖಲಿಸಿಕೊಂಡಿದ್ದಾರೆ. — [887, 950, 1105, 1147]
appaji-headline-2: ಸಿ.ಅಪ್ಪಾಜಿ ನಿಧನ — [95, 744, 284, 773]
strike-body-right: ತಿದ್ದುಪಡಿ ಕಾಯ್ದೆ ವಾಪಸಾತಿ, ವಿದ್ಯುತ್ ಖಾಸಗೀಕರಣ ಕೈಬಿಡಬೇಕು ಎಂದು ಆಗ್ರಹಿಸಿ ಹಾಗೂ ಕಾರ್ಮಿಕ ವಿರೋಧಿ ಸಂಹಿತೆಗಳನ್ನು ರದ್ದು ಮಾಡಬೇಕು. ರಾಜ್ಯದ ಎಲ್ಲಾ ಜಿಲ್ಲೆಗಳಿಂದ ರೈತರು, ಕಾರ್ಮಿಕರು ಈ ಧರಣಿಯಲ್ಲಿ ಪಾಲ್ಗೊಳ್ಳಲಿದ್ದಾರೆ. ಬೆಂಗಳೂರಿನ ಫ್ರೀಡಂ ಪಾರ್ಕ್‌ನಲ್ಲಿ ನಡೆಯುವ ಮಹಾಧರಣಿಗೆ ಜಿಲ್ಲೆಯಿಂದ ಸಾವಿರಾರು ಮಂದಿ ತೆರಳಲಿದ್ದೇವೆ. ಗೋಷ್ಠಿಯಲ್ಲಿ ಸಂಘಟನೆಗಳ ಮುಖಂಡರಾದ ಮಹದೇವಸ್ವಾಮಿ, ಶಿವಣ್ಣ, ರಾಮಚಂದ್ರ, ಬಸವರಾಜು ಮತ್ತಿತರರು ಹಾಜರಿದ್ದರು. — [287, 1490, 676, 1596]
sachin-photo-caption: ಸಚಿನ್ ಪೂವಯ್ಯ — [647, 440, 727, 456]
kabaddi-subhead: ನ್ಯಾಷನಲ್ ಕಬಡ್ಡಿ ಆಟಗಾರ ಸಚಿನ್ ಪೂವಯ್ಯ ನೇತೃತ್ವ — [240, 264, 778, 297]
cmyk-dot-cyan-mid — [745, 2320, 759, 2333]
